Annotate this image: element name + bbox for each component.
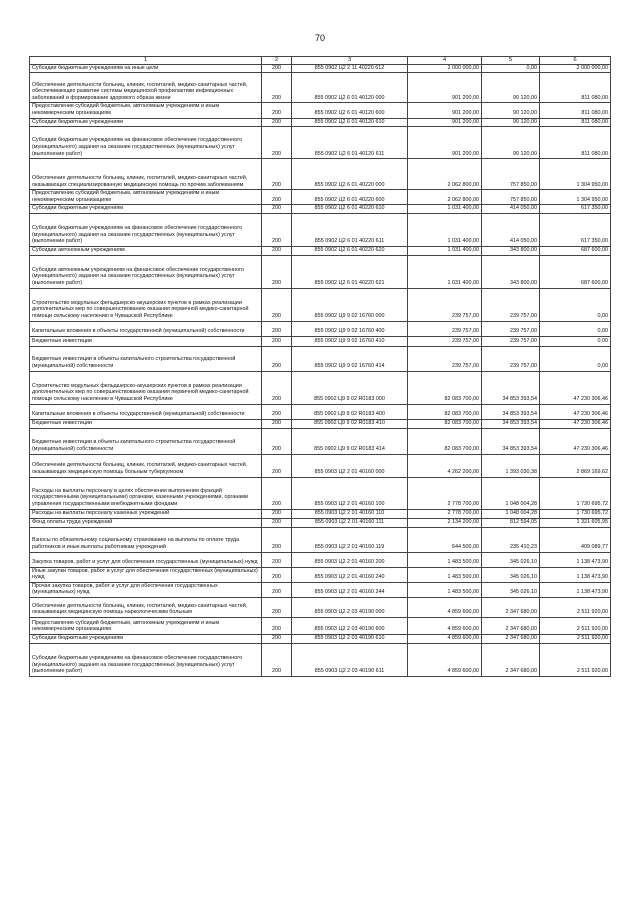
row-code-cell: 855 0902 Ц9 9 02 16760 414 [292, 346, 408, 371]
page-number: 70 [314, 33, 325, 43]
row-vr-cell: 200 [262, 118, 292, 127]
row-vr-cell: 200 [262, 159, 292, 190]
row-name-cell: Предоставление субсидий бюджетным, автономным учреждениям и иным некоммерческим организациям [30, 103, 262, 118]
row-amount-executed-cell: 239 757,00 [482, 336, 540, 346]
row-amount-remaining-cell: 1 321 605,95 [540, 518, 611, 527]
row-amount-remaining-cell: 409 089,77 [540, 527, 611, 552]
row-vr-cell: 200 [262, 213, 292, 246]
table-row [30, 118, 611, 127]
row-code-cell: 855 0902 Ц2 6 01 40220 620 [292, 246, 408, 255]
table-row [30, 634, 611, 643]
row-amount-planned-cell: 901 200,00 [408, 118, 482, 127]
row-vr-cell: 200 [262, 643, 292, 676]
row-amount-remaining-cell: 0,00 [540, 288, 611, 321]
table-row [30, 597, 611, 617]
row-code-cell: 855 0902 Ц9 9 02 16760 400 [292, 321, 408, 336]
row-amount-executed-cell: 34 853 393,54 [482, 419, 540, 428]
row-code-cell: 855 0902 Ц9 9 02 R0183 400 [292, 404, 408, 419]
table-row [30, 288, 611, 321]
row-vr-cell: 200 [262, 127, 292, 159]
row-name-cell: Закупка товаров, работ и услуг для обеспечения государственных (муниципальных) нужд [30, 552, 262, 567]
table-row [30, 509, 611, 518]
row-code-cell: 855 0902 Ц2 6 01 40220 610 [292, 205, 408, 214]
row-name-cell: Строительство модульных фельдшерско-акушерских пунктов в рамках реализации дополнительных мер по совершенствованию оказания первичной медико-санитарной помощи сельскому населению в Чувашской Республике [30, 288, 262, 321]
row-amount-planned-cell: 239 757,00 [408, 288, 482, 321]
row-amount-executed-cell: 345 026,10 [482, 567, 540, 582]
row-amount-planned-cell: 4 859 600,00 [408, 617, 482, 634]
row-code-cell: 855 0903 Ц2 2 01 40160 119 [292, 527, 408, 552]
row-name-cell: Субсидии бюджетным учреждениям [30, 634, 262, 643]
budget-table [29, 56, 611, 677]
row-amount-executed-cell: 90 120,00 [482, 118, 540, 127]
row-name-cell: Бюджетные инвестиции в объекты капитального строительства государственной (муниципальной) собственности [30, 428, 262, 454]
row-vr-cell: 200 [262, 634, 292, 643]
row-vr-cell: 200 [262, 477, 292, 509]
table-row [30, 127, 611, 159]
row-code-cell: 855 0902 Ц2 2 11 40220 612 [292, 64, 408, 73]
row-amount-planned-cell: 4 262 200,00 [408, 454, 482, 477]
row-vr-cell: 200 [262, 404, 292, 419]
header-cell-2: 2 [262, 57, 292, 65]
row-amount-remaining-cell: 811 080,00 [540, 103, 611, 118]
row-amount-executed-cell: 2 347 680,00 [482, 617, 540, 634]
row-amount-executed-cell: 235 410,23 [482, 527, 540, 552]
row-amount-planned-cell: 4 859 600,00 [408, 643, 482, 676]
row-amount-executed-cell: 1 048 004,28 [482, 477, 540, 509]
row-vr-cell: 200 [262, 103, 292, 118]
table-row [30, 582, 611, 597]
row-vr-cell: 200 [262, 454, 292, 477]
row-name-cell: Бюджетные инвестиции в объекты капитального строительства государственной (муниципальной) собственности [30, 346, 262, 371]
table-row [30, 419, 611, 428]
table-row [30, 103, 611, 118]
row-amount-planned-cell: 239 757,00 [408, 321, 482, 336]
row-amount-remaining-cell: 0,00 [540, 346, 611, 371]
row-amount-executed-cell: 345 026,10 [482, 582, 540, 597]
row-name-cell: Обеспечение деятельности больниц, клиник, госпиталей, медико-санитарных частей, оказывающих медицинскую помощь больным туберкулезом [30, 454, 262, 477]
row-code-cell: 855 0902 Ц9 9 02 R0183 000 [292, 371, 408, 404]
table-row [30, 527, 611, 552]
row-amount-planned-cell: 2 134 200,00 [408, 518, 482, 527]
row-code-cell: 855 0902 Ц9 9 02 R0183 414 [292, 428, 408, 454]
row-name-cell: Иные закупки товаров, работ и услуг для обеспечения государственных (муниципальных) нужд [30, 567, 262, 582]
table-row [30, 255, 611, 288]
row-amount-planned-cell: 2 778 700,00 [408, 477, 482, 509]
row-amount-planned-cell: 1 031 400,00 [408, 246, 482, 255]
row-amount-remaining-cell: 47 230 306,46 [540, 419, 611, 428]
row-name-cell: Субсидии бюджетным учреждениям на иные цели [30, 64, 262, 73]
table-row [30, 477, 611, 509]
row-vr-cell: 200 [262, 419, 292, 428]
row-name-cell: Бюджетные инвестиции [30, 336, 262, 346]
row-code-cell: 855 0902 Ц9 9 02 R0183 410 [292, 419, 408, 428]
row-amount-planned-cell: 4 859 600,00 [408, 634, 482, 643]
row-amount-remaining-cell: 2 511 920,00 [540, 597, 611, 617]
row-amount-executed-cell: 239 757,00 [482, 346, 540, 371]
row-amount-planned-cell: 1 031 400,00 [408, 255, 482, 288]
row-vr-cell: 200 [262, 73, 292, 103]
row-name-cell: Субсидии бюджетным учреждениям [30, 205, 262, 214]
row-vr-cell: 200 [262, 371, 292, 404]
row-amount-planned-cell: 2 062 800,00 [408, 159, 482, 190]
row-name-cell: Обеспечение деятельности больниц, клиник, госпиталей, медико-санитарных частей, обеспечивающих развитие системы медицинской профилактики инфекционных заболеваний и формирование здорового образа жизни [30, 73, 262, 103]
row-amount-remaining-cell: 1 138 473,90 [540, 582, 611, 597]
row-name-cell: Обеспечение деятельности больниц, клиник, госпиталей, медико-санитарных частей, оказывающих специализированную медицинскую помощь по прочим заболеваниям [30, 159, 262, 190]
row-name-cell: Взносы по обязательному социальному страхованию на выплаты по оплате труда работников и иные выплаты работникам учреждений [30, 527, 262, 552]
table-row [30, 617, 611, 634]
table-row [30, 643, 611, 676]
table-row [30, 190, 611, 205]
row-code-cell: 855 0903 Ц2 2 01 40160 000 [292, 454, 408, 477]
row-vr-cell: 200 [262, 246, 292, 255]
row-code-cell: 855 0903 Ц2 2 03 40190 600 [292, 617, 408, 634]
row-amount-planned-cell: 1 483 500,00 [408, 567, 482, 582]
row-vr-cell: 200 [262, 552, 292, 567]
row-vr-cell: 200 [262, 288, 292, 321]
row-vr-cell: 200 [262, 255, 292, 288]
row-amount-planned-cell: 82 083 700,00 [408, 419, 482, 428]
row-amount-planned-cell: 1 483 500,00 [408, 552, 482, 567]
row-amount-remaining-cell: 2 869 169,62 [540, 454, 611, 477]
row-vr-cell: 200 [262, 582, 292, 597]
header-cell-5: 5 [482, 57, 540, 65]
row-amount-executed-cell: 34 853 393,54 [482, 371, 540, 404]
row-code-cell: 855 0903 Ц2 2 01 40160 100 [292, 477, 408, 509]
row-amount-executed-cell: 90 120,00 [482, 73, 540, 103]
row-code-cell: 855 0903 Ц2 2 01 40160 110 [292, 509, 408, 518]
row-code-cell: 855 0902 Ц9 9 02 16760 410 [292, 336, 408, 346]
row-amount-planned-cell: 2 000 000,00 [408, 64, 482, 73]
header-row [30, 57, 611, 65]
row-amount-planned-cell: 1 483 500,00 [408, 582, 482, 597]
row-amount-remaining-cell: 617 350,00 [540, 213, 611, 246]
row-amount-remaining-cell: 47 230 306,46 [540, 404, 611, 419]
row-name-cell: Капитальные вложения в объекты государственной (муниципальной) собственности [30, 404, 262, 419]
row-amount-remaining-cell: 1 730 695,72 [540, 509, 611, 518]
header-cell-1: 1 [30, 57, 262, 65]
table-row [30, 73, 611, 103]
row-code-cell: 855 0902 Ц9 9 02 16760 000 [292, 288, 408, 321]
header-cell-4: 4 [408, 57, 482, 65]
row-amount-remaining-cell: 1 138 473,90 [540, 567, 611, 582]
table-row [30, 518, 611, 527]
row-name-cell: Фонд оплаты труда учреждений [30, 518, 262, 527]
row-amount-remaining-cell: 687 600,00 [540, 255, 611, 288]
row-name-cell: Предоставление субсидий бюджетным, автономным учреждениям и иным некоммерческим организациям [30, 617, 262, 634]
row-amount-planned-cell: 2 062 800,00 [408, 190, 482, 205]
row-amount-planned-cell: 2 778 700,00 [408, 509, 482, 518]
row-vr-cell: 200 [262, 190, 292, 205]
row-code-cell: 855 0902 Ц2 6 01 40220 611 [292, 213, 408, 246]
row-amount-remaining-cell: 47 230 306,46 [540, 428, 611, 454]
row-code-cell: 855 0902 Ц2 6 01 40120 600 [292, 103, 408, 118]
row-code-cell: 855 0902 Ц2 6 01 40220 600 [292, 190, 408, 205]
row-amount-remaining-cell: 47 230 306,46 [540, 371, 611, 404]
row-amount-planned-cell: 82 083 700,00 [408, 404, 482, 419]
table-row [30, 159, 611, 190]
row-vr-cell: 200 [262, 428, 292, 454]
row-vr-cell: 200 [262, 527, 292, 552]
row-code-cell: 855 0903 Ц2 2 03 40190 610 [292, 634, 408, 643]
row-code-cell: 855 0903 Ц2 2 01 40160 240 [292, 567, 408, 582]
table-row [30, 404, 611, 419]
row-amount-executed-cell: 34 853 393,54 [482, 404, 540, 419]
row-amount-planned-cell: 82 083 700,00 [408, 371, 482, 404]
row-amount-planned-cell: 901 200,00 [408, 103, 482, 118]
row-amount-planned-cell: 82 083 700,00 [408, 428, 482, 454]
row-amount-executed-cell: 239 757,00 [482, 321, 540, 336]
row-name-cell: Субсидии автономным учреждениям [30, 246, 262, 255]
row-amount-executed-cell: 757 850,00 [482, 190, 540, 205]
row-amount-remaining-cell: 0,00 [540, 321, 611, 336]
row-code-cell: 855 0903 Ц2 2 03 40190 000 [292, 597, 408, 617]
row-vr-cell: 200 [262, 336, 292, 346]
table-row [30, 336, 611, 346]
table-row [30, 246, 611, 255]
row-amount-remaining-cell: 2 511 920,00 [540, 634, 611, 643]
row-amount-executed-cell: 414 050,00 [482, 205, 540, 214]
row-code-cell: 855 0903 Ц2 2 03 40190 611 [292, 643, 408, 676]
row-amount-executed-cell: 2 347 680,00 [482, 634, 540, 643]
row-vr-cell: 200 [262, 321, 292, 336]
row-amount-planned-cell: 1 031 400,00 [408, 205, 482, 214]
row-amount-remaining-cell: 617 350,00 [540, 205, 611, 214]
row-name-cell: Субсидии бюджетным учреждениям [30, 118, 262, 127]
table-row [30, 321, 611, 336]
table-row [30, 371, 611, 404]
row-vr-cell: 200 [262, 205, 292, 214]
row-amount-remaining-cell: 1 304 950,00 [540, 159, 611, 190]
row-amount-planned-cell: 239 757,00 [408, 336, 482, 346]
row-code-cell: 855 0902 Ц2 6 01 40220 000 [292, 159, 408, 190]
row-vr-cell: 200 [262, 346, 292, 371]
row-amount-executed-cell: 0,00 [482, 64, 540, 73]
row-vr-cell: 200 [262, 509, 292, 518]
row-code-cell: 855 0903 Ц2 2 01 40160 111 [292, 518, 408, 527]
row-name-cell: Расходы на выплаты персоналу в целях обеспечения выполнения функций государственными (муниципальными) органами, казенными учреждениями, органами управления государственными внебюджетными фондами [30, 477, 262, 509]
row-amount-remaining-cell: 0,00 [540, 336, 611, 346]
row-name-cell: Расходы на выплаты персоналу казенных учреждений [30, 509, 262, 518]
row-amount-executed-cell: 812 594,05 [482, 518, 540, 527]
row-amount-remaining-cell: 1 138 473,90 [540, 552, 611, 567]
table-row [30, 454, 611, 477]
row-vr-cell: 200 [262, 617, 292, 634]
row-name-cell: Бюджетные инвестиции [30, 419, 262, 428]
row-amount-executed-cell: 1 048 004,28 [482, 509, 540, 518]
row-amount-executed-cell: 343 800,00 [482, 246, 540, 255]
row-code-cell: 855 0903 Ц2 2 01 40160 200 [292, 552, 408, 567]
row-amount-executed-cell: 90 120,00 [482, 127, 540, 159]
row-amount-executed-cell: 239 757,00 [482, 288, 540, 321]
table-row [30, 567, 611, 582]
row-name-cell: Субсидии бюджетным учреждениям на финансовое обеспечение государственного (муниципального) задания на оказание государственных (муниципальных) услуг (выполнение работ) [30, 213, 262, 246]
row-amount-executed-cell: 90 120,00 [482, 103, 540, 118]
row-amount-planned-cell: 1 031 400,00 [408, 213, 482, 246]
table-row [30, 213, 611, 246]
row-amount-executed-cell: 34 853 393,54 [482, 428, 540, 454]
row-amount-planned-cell: 644 500,00 [408, 527, 482, 552]
row-amount-remaining-cell: 2 511 920,00 [540, 617, 611, 634]
row-amount-executed-cell: 2 347 680,00 [482, 597, 540, 617]
row-amount-remaining-cell: 1 730 695,72 [540, 477, 611, 509]
row-amount-remaining-cell: 811 080,00 [540, 73, 611, 103]
row-vr-cell: 200 [262, 64, 292, 73]
row-amount-remaining-cell: 687 600,00 [540, 246, 611, 255]
row-amount-remaining-cell: 2 511 920,00 [540, 643, 611, 676]
row-amount-executed-cell: 345 026,10 [482, 552, 540, 567]
row-vr-cell: 200 [262, 567, 292, 582]
row-code-cell: 855 0902 Ц2 6 01 40220 621 [292, 255, 408, 288]
row-name-cell: Прочая закупка товаров, работ и услуг для обеспечения государственных (муниципальных) нужд [30, 582, 262, 597]
row-vr-cell: 200 [262, 597, 292, 617]
row-amount-executed-cell: 414 050,00 [482, 213, 540, 246]
row-amount-planned-cell: 901 200,00 [408, 127, 482, 159]
row-vr-cell: 200 [262, 518, 292, 527]
row-code-cell: 855 0902 Ц2 6 01 40120 000 [292, 73, 408, 103]
header-cell-3: 3 [292, 57, 408, 65]
row-code-cell: 855 0903 Ц2 2 01 40160 244 [292, 582, 408, 597]
row-name-cell: Субсидии бюджетным учреждениям на финансовое обеспечение государственного (муниципального) задания на оказание государственных (муниципальных) услуг (выполнение работ) [30, 127, 262, 159]
row-name-cell: Капитальные вложения в объекты государственной (муниципальной) собственности [30, 321, 262, 336]
row-amount-executed-cell: 2 347 680,00 [482, 643, 540, 676]
row-name-cell: Предоставление субсидий бюджетным, автономным учреждениям и иным некоммерческим организациям [30, 190, 262, 205]
row-amount-remaining-cell: 811 080,00 [540, 118, 611, 127]
table-row [30, 428, 611, 454]
row-code-cell: 855 0902 Ц2 6 01 40120 610 [292, 118, 408, 127]
row-amount-planned-cell: 901 200,00 [408, 73, 482, 103]
table-row [30, 64, 611, 73]
row-name-cell: Субсидии бюджетным учреждениям на финансовое обеспечение государственного (муниципального) задания на оказание государственных (муниципальных) услуг (выполнение работ) [30, 643, 262, 676]
row-name-cell: Строительство модульных фельдшерско-акушерских пунктов в рамках реализации дополнительных мер по совершенствованию оказания первичной медико-санитарной помощи сельскому населению в Чувашской Республике [30, 371, 262, 404]
row-name-cell: Обеспечение деятельности больниц, клиник, госпиталей, медико-санитарных частей, оказывающих медицинскую помощь наркологическим больным [30, 597, 262, 617]
table-row [30, 205, 611, 214]
table-row [30, 552, 611, 567]
row-code-cell: 855 0902 Ц2 6 01 40120 611 [292, 127, 408, 159]
row-amount-remaining-cell: 2 000 000,00 [540, 64, 611, 73]
row-amount-planned-cell: 239 757,00 [408, 346, 482, 371]
header-cell-6: 6 [540, 57, 611, 65]
row-amount-planned-cell: 4 859 600,00 [408, 597, 482, 617]
table-row [30, 346, 611, 371]
row-amount-executed-cell: 1 393 030,38 [482, 454, 540, 477]
row-amount-executed-cell: 757 850,00 [482, 159, 540, 190]
row-amount-remaining-cell: 811 080,00 [540, 127, 611, 159]
row-amount-executed-cell: 343 800,00 [482, 255, 540, 288]
row-name-cell: Субсидии автономным учреждениям на финансовое обеспечение государственного (муниципального) задания на оказание государственных (муниципальных) услуг (выполнение работ) [30, 255, 262, 288]
row-amount-remaining-cell: 1 304 950,00 [540, 190, 611, 205]
